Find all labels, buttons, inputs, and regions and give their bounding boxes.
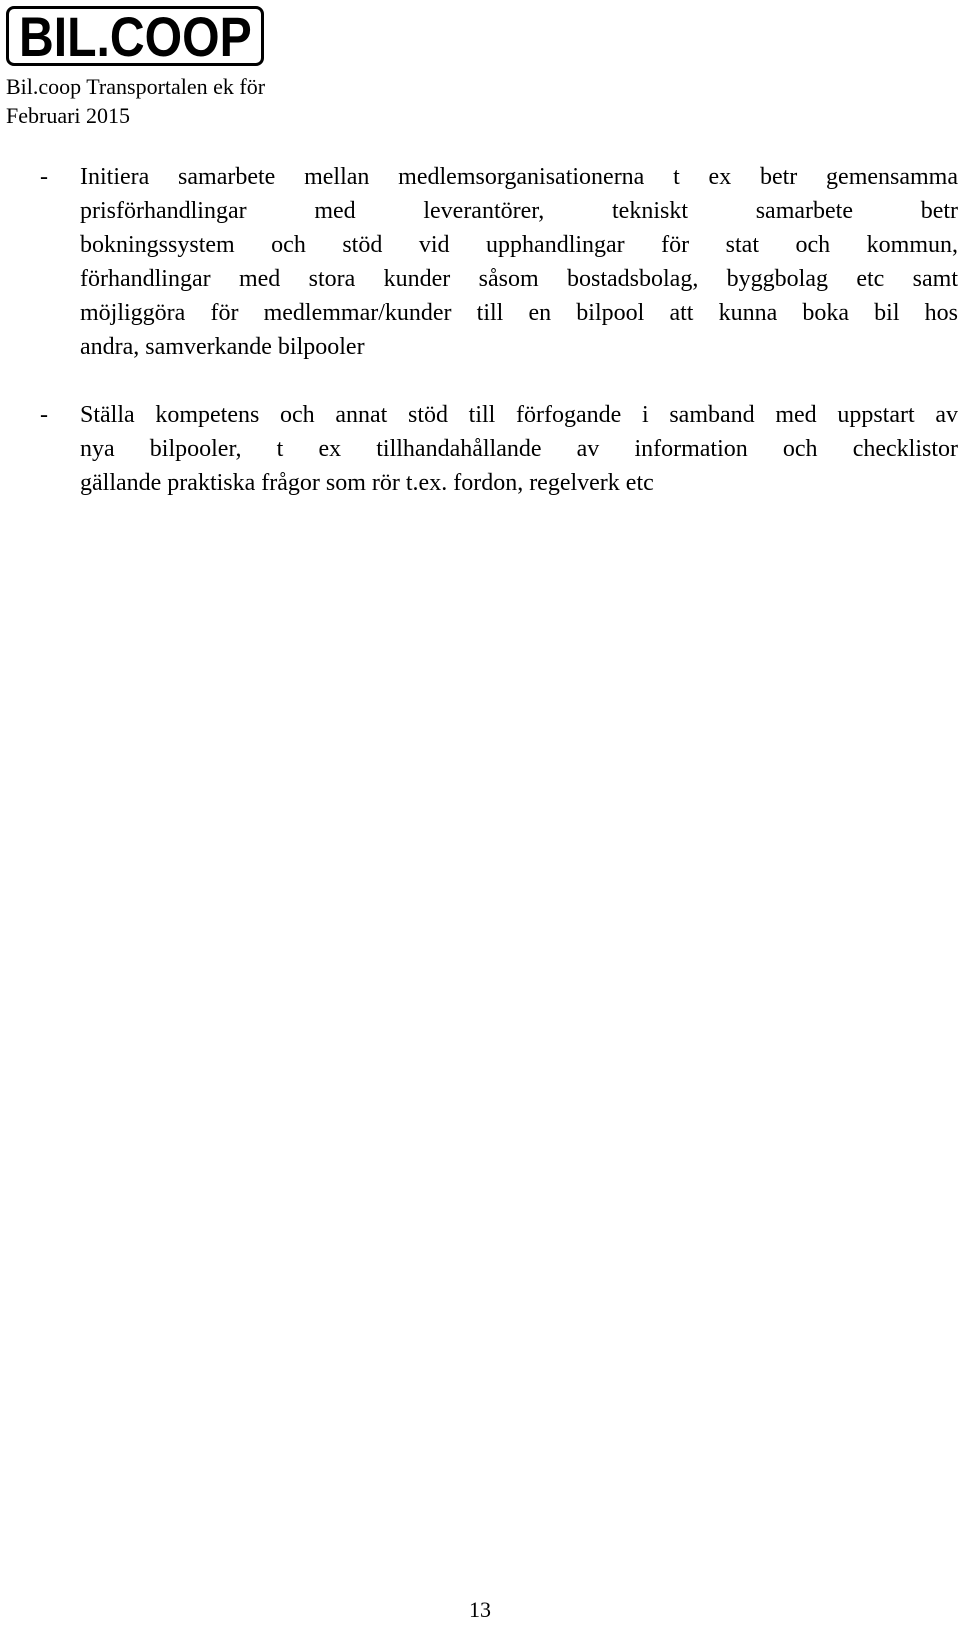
paragraph-line: gällande praktiska frågor som rör t.ex. fordon, regelverk etc — [80, 470, 654, 496]
bilcoop-logo — [6, 6, 264, 66]
list-item — [40, 398, 958, 500]
paragraph-line: bokningssystem och stöd vid upphandlingar för stat och kommun, — [80, 232, 958, 258]
paragraph-line: förhandlingar med stora kunder såsom bostadsbolag, byggbolag etc samt — [80, 266, 958, 292]
document-date: Februari 2015 — [6, 103, 131, 128]
document-title: Bil.coop Transportalen ek för — [6, 74, 266, 99]
bullet-list — [40, 160, 958, 534]
paragraph-line: Ställa kompetens och annat stöd till förfogande i samband med uppstart av — [80, 402, 958, 428]
paragraph-line: möjliggöra för medlemmar/kunder till en bilpool att kunna boka bil hos — [80, 300, 958, 326]
page-number: 13 — [469, 1597, 491, 1622]
paragraph-line: Initiera samarbete mellan medlemsorganisationerna t ex betr gemensamma — [80, 164, 958, 190]
paragraph-line: andra, samverkande bilpooler — [80, 334, 365, 360]
list-item — [40, 160, 958, 364]
paragraph-line: prisförhandlingar med leverantörer, tekniskt samarbete betr — [80, 198, 958, 224]
bullet-marker: - — [40, 164, 48, 190]
bullet-marker: - — [40, 402, 48, 428]
logo-text: BIL.COOP — [18, 6, 252, 66]
paragraph-line: nya bilpooler, t ex tillhandahållande av information och checklistor — [80, 436, 958, 462]
